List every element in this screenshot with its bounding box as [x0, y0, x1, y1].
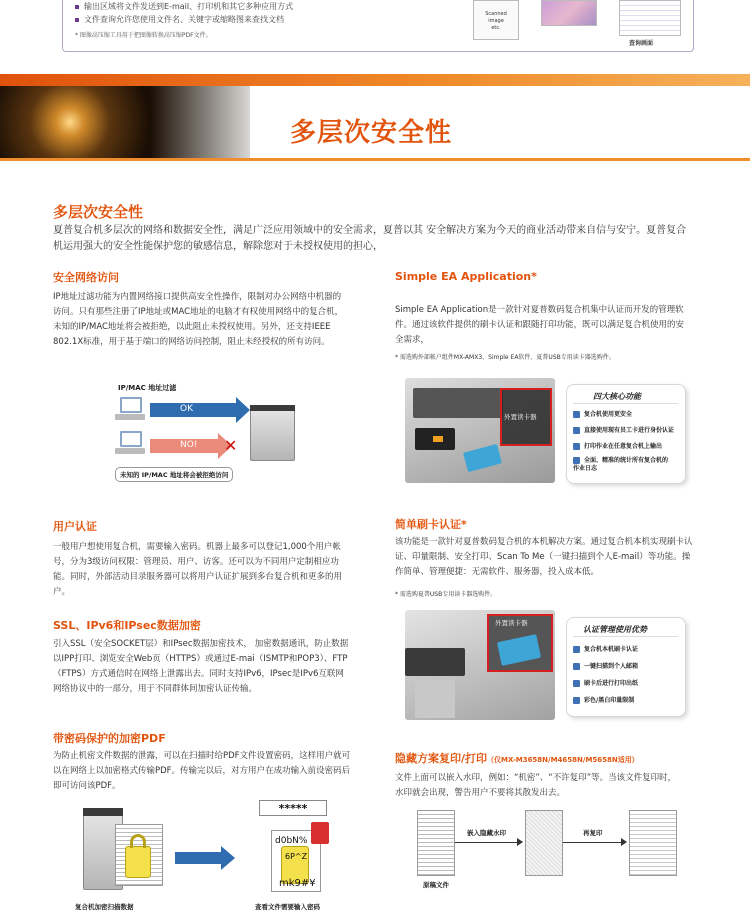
pc-monitor-icon	[120, 431, 142, 447]
caption-encrypt-scan: 复合机加密扫描数据	[75, 903, 134, 911]
banner-divider	[0, 158, 750, 161]
divider	[573, 636, 678, 637]
step-embed-label: 嵌入隐藏水印	[467, 829, 506, 837]
banner-photo-fade	[150, 86, 270, 158]
hidden-watermark-diagram	[415, 808, 695, 908]
reject-caption: 未知的 IP/MAC 地址将会被拒绝访问	[115, 467, 233, 482]
auth-advantages-panel	[566, 617, 686, 717]
photo-thumbnail	[541, 0, 597, 26]
printer-scanner-lid	[413, 388, 503, 418]
mail-icon	[573, 663, 580, 670]
card-reader-label: 外置读卡器	[504, 413, 537, 421]
id-card-icon	[497, 634, 541, 666]
compression-note: * 图像高压缩工具用于把图像转换高压缩PDF文件。	[75, 32, 212, 39]
id-card-icon	[573, 427, 580, 434]
four-features-title: 四大核心功能	[593, 392, 641, 401]
original-caption: 原稿文件	[423, 881, 449, 889]
hidden-pattern-title: 隐藏方案复印/打印	[395, 752, 488, 765]
color-icon	[573, 697, 580, 704]
feature-item	[573, 678, 638, 687]
ip-filter-label: IP/MAC 地址过滤	[118, 384, 177, 392]
feature-item	[573, 644, 638, 653]
feature-item	[573, 661, 638, 670]
lock-shackle	[130, 834, 146, 848]
caption-password-required: 查看文件需要输入密码	[255, 903, 320, 911]
previous-section-box	[62, 0, 694, 52]
banner-title: 多层次安全性	[290, 118, 453, 148]
feature-item	[573, 425, 674, 434]
thumb-text-2: image	[488, 18, 504, 24]
ip-filter-diagram	[110, 383, 350, 488]
search-screen-thumbnail	[619, 0, 681, 36]
stats-icon	[573, 457, 580, 464]
garbled-text-1: d0bN%	[275, 836, 308, 846]
card-auth-text: 该功能是一款针对夏普数码复合机的本机解决方案。通过复合机本机实现刷卡认证、印量限制、安全打印、Scan To Me（一键扫描到个人E-mail）等功能。操作简单、管理便捷：无需软件、服务器，投入成本低。	[395, 537, 693, 577]
ok-arrow-head	[236, 397, 250, 423]
network-heading: 安全网络访问	[53, 271, 119, 284]
original-document-icon	[417, 810, 455, 876]
simple-ea-printer-photo	[405, 378, 555, 483]
arrow-line	[563, 842, 623, 843]
card-icon	[573, 646, 580, 653]
card-reader-callout	[487, 614, 553, 672]
encrypted-pdf-diagram	[75, 800, 365, 916]
pc-base-icon	[115, 414, 145, 420]
thumb-text-1: Scanned	[485, 11, 507, 17]
garbled-text-3: mk9#¥	[279, 878, 316, 889]
divider	[573, 403, 678, 404]
arrow-line	[455, 842, 520, 843]
feature-item	[573, 409, 632, 418]
card-reader-callout	[500, 388, 552, 446]
feature-label: 彩色/黑白印量限制	[584, 697, 635, 704]
thumb-text-3: etc.	[491, 25, 501, 31]
section-heading: 多层次安全性	[53, 203, 144, 221]
feature-label: 复合机使用更安全	[584, 411, 633, 418]
garbled-text-2: 6P^Z	[285, 852, 308, 861]
hidden-pattern-models: （仅MX-M3658N/M4658N/M5658N适用）	[487, 756, 639, 764]
ok-label: OK	[180, 404, 193, 414]
pdf-text: 为防止机密文件数据的泄露，可以在扫描时给PDF文件设置密码，这样用户就可以在网络上以加密格式传输PDF。传输完以后，对方用户在成功输入前设密码后即可访问该PDF。	[53, 751, 351, 791]
user-auth-text: 一般用户想使用复合机，需要输入密码。机器上最多可以登记1,000个用户帐号，分为3级访问权限：管理员、用户、访客。还可以为不同用户定制相应功能。同时，外部活动目录服务器可以将用户认证扩展到多台复合机和更多的用户。	[53, 542, 343, 597]
arrow-head	[517, 838, 523, 846]
transfer-arrow-head	[221, 846, 235, 870]
print-icon	[573, 680, 580, 687]
printer-body	[415, 680, 455, 718]
hidden-pattern-text: 文件上面可以嵌入水印，例如：“机密”、“不许复印”等。当该文件复印时，水印就会出现，警告用户不要将其散发出去。	[395, 773, 677, 798]
ssl-heading: SSL、IPv6和IPsec数据加密	[53, 619, 201, 632]
network-text: IP地址过滤功能为内置网络接口提供高安全性操作，限制对办公网络中机器的访问。只有那些注册了IP地址或MAC地址的电脑才有权使用网络中的复合机，未知的IP/MAC地址将会被拒绝，以此阻止未授权使用。另外，还支持IEEE 802.1X标准，用于基于端口的网络访问控制，阻止未经授权的所有访问。	[53, 292, 344, 347]
feature-label: 打印作业在任意复合机上输出	[584, 443, 663, 450]
printer-control-panel	[405, 648, 465, 676]
bullet-file-search: 文件查询允许您使用文件名、关键字或缩略图来查找文档	[75, 14, 284, 25]
watermarked-document-icon	[525, 810, 563, 876]
banner-orange-bar	[0, 74, 750, 86]
hidden-pattern-heading	[395, 750, 639, 766]
pc-base-icon	[115, 448, 145, 454]
feature-label: 复合机本机刷卡认证	[584, 646, 639, 653]
id-card-icon	[463, 444, 502, 472]
feature-label: 直接使用现有员工卡进行身份认证	[584, 427, 675, 434]
mfp-scanner-top	[250, 405, 295, 411]
bullet-output-options: 输出区域将文件发送到E-mail、打印机和其它多种应用方式	[75, 1, 293, 12]
four-features-panel	[566, 384, 686, 484]
pdf-heading: 带密码保护的加密PDF	[53, 732, 166, 745]
mfp-scanner-top	[83, 808, 123, 816]
ssl-text: 引入SSL（安全SOCKET层）和IPsec数据加密技术， 加密数据通讯，防止数据以IPP打印、浏览安全Web页（HTTPS）或通过E-mai（ISMTP和POP3）、FTP（FTPS）方式通信时在网络上泄露出去。同时支持IPv6，IPsec是IPv6互联网网络协议中的一部分，用于不同群体间加密认证传输。	[53, 639, 349, 694]
intro-text: 夏普复合机多层次的网络和数据安全性，满足广泛应用领域中的安全需求，夏普以其 安全解决方案为今天的商业活动带来自信与安宁。夏普复合机运用强大的安全性能保护您的敏感信息，解除您对于未授权使用的担心，	[53, 225, 687, 252]
card-auth-note: * 需选购夏普USB专用读卡器选购件。	[395, 591, 497, 598]
reject-x-icon: ✕	[224, 436, 238, 455]
copied-document-with-watermark-icon	[629, 810, 677, 876]
ok-arrow	[150, 403, 238, 417]
mfp-printer-icon	[250, 405, 295, 461]
arrow-head	[621, 838, 627, 846]
pdf-icon	[311, 822, 329, 844]
print-icon	[573, 443, 580, 450]
lock-icon	[125, 846, 151, 878]
card-reader-label: 外置读卡器	[495, 619, 528, 627]
feature-item	[573, 457, 671, 473]
simple-ea-text: Simple EA Application是一款针对夏普数码复合机集中认证而开发的管理软件。通过该软件提供的刷卡认证和跟随打印功能，既可以满足复合机使用的安全需求，	[395, 305, 685, 345]
simple-ea-note: * 需选购外部帐户组件MX-AMX3、Simple EA软件、夏普USB专用读卡器选购件。	[395, 354, 615, 361]
pc-monitor-icon	[120, 397, 142, 413]
step-copy-label: 再复印	[583, 829, 603, 837]
card-auth-heading: 简单刷卡认证*	[395, 518, 467, 531]
feature-label: 全面、精准的统计所有复合机的作业日志	[573, 457, 669, 472]
panel-light	[433, 436, 443, 442]
lock-icon	[573, 411, 580, 418]
feature-label: 一键扫描到个人邮箱	[584, 663, 639, 670]
user-auth-heading: 用户认证	[53, 520, 97, 533]
feature-label: 刷卡后进行打印出纸	[584, 680, 639, 687]
transfer-arrow	[175, 852, 223, 864]
scanned-image-thumbnail	[473, 0, 519, 40]
auth-advantages-title: 认证管理使用优势	[583, 625, 647, 634]
feature-item	[573, 441, 662, 450]
password-field: *****	[259, 800, 327, 816]
simple-ea-heading: Simple EA Application*	[395, 270, 537, 283]
search-screen-caption: 查询画面	[629, 40, 654, 47]
no-label: NO!	[180, 440, 198, 450]
card-auth-printer-photo	[405, 610, 555, 720]
feature-item	[573, 695, 634, 704]
